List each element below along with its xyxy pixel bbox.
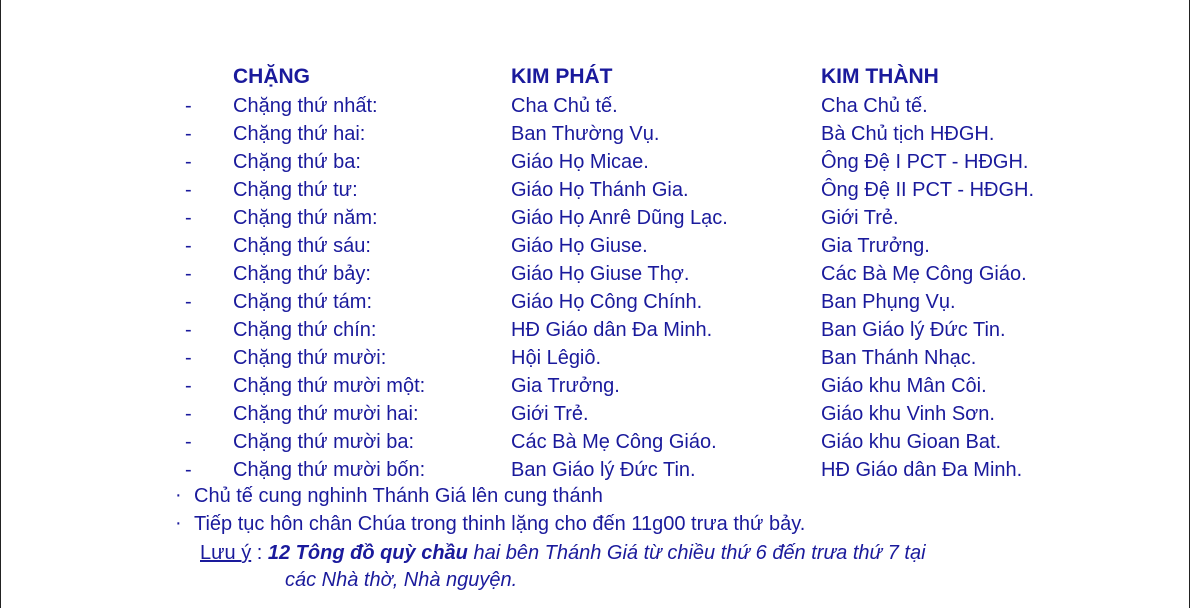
- kim-phat-assignee: Cha Chủ tế.: [511, 95, 618, 117]
- kim-phat-assignee: Giáo Họ Thánh Gia.: [511, 179, 689, 201]
- kim-phat-assignee: Hội Lêgiô.: [511, 347, 602, 369]
- kim-thanh-assignee: Giáo khu Gioan Bat.: [821, 431, 1002, 453]
- table-row: [0, 431, 1192, 458]
- table-row: [0, 403, 1192, 430]
- kim-thanh-assignee: Ban Phụng Vụ.: [821, 291, 956, 313]
- bullet-text: Chủ tế cung nghinh Thánh Giá lên cung thánh: [194, 485, 603, 507]
- kim-thanh-assignee: Gia Trưởng.: [821, 235, 930, 257]
- stage-name: Chặng thứ tư:: [233, 179, 358, 201]
- kim-thanh-assignee: Giới Trẻ.: [821, 207, 899, 229]
- kim-phat-assignee: Giáo Họ Micae.: [511, 151, 649, 173]
- note-text: hai bên Thánh Giá từ chiều thứ 6 đến trưa thứ 7 tại: [467, 542, 926, 564]
- note-text-cont: các Nhà thờ, Nhà nguyện.: [285, 569, 518, 591]
- stage-name: Chặng thứ mười bốn:: [233, 459, 426, 481]
- kim-thanh-assignee: Ban Thánh Nhạc.: [821, 347, 977, 369]
- table-row: [0, 347, 1192, 374]
- stage-name: Chặng thứ năm:: [233, 207, 378, 229]
- table-row: [0, 375, 1192, 402]
- note-emphasis: 12 Tông đồ quỳ chầu: [267, 542, 468, 564]
- stage-name: Chặng thứ mười:: [233, 347, 387, 369]
- note-colon: :: [251, 542, 268, 564]
- row-dash: -: [185, 459, 192, 481]
- kim-thanh-assignee: Ông Đệ II PCT - HĐGH.: [821, 179, 1035, 201]
- kim-phat-assignee: Giáo Họ Anrê Dũng Lạc.: [511, 207, 728, 229]
- row-dash: -: [185, 207, 192, 229]
- row-dash: -: [185, 151, 192, 173]
- header-stage: CHẶNG: [233, 65, 310, 88]
- kim-phat-assignee: Gia Trưởng.: [511, 375, 620, 397]
- kim-thanh-assignee: Ban Giáo lý Đức Tin.: [821, 319, 1006, 341]
- stage-name: Chặng thứ ba:: [233, 151, 361, 173]
- kim-thanh-assignee: Giáo khu Vinh Sơn.: [821, 403, 995, 425]
- table-row: [0, 459, 1192, 486]
- row-dash: -: [185, 375, 192, 397]
- kim-phat-assignee: Giáo Họ Giuse Thợ.: [511, 263, 690, 285]
- kim-phat-assignee: Giới Trẻ.: [511, 403, 589, 425]
- bullet-marker: ·: [175, 512, 182, 534]
- row-dash: -: [185, 291, 192, 313]
- note-line-1: [200, 542, 926, 565]
- row-dash: -: [185, 431, 192, 453]
- bullet-marker: ·: [175, 484, 182, 506]
- table-row: [0, 95, 1192, 122]
- table-row: [0, 263, 1192, 290]
- row-dash: -: [185, 179, 192, 201]
- row-dash: -: [185, 263, 192, 285]
- kim-phat-assignee: Ban Thường Vụ.: [511, 123, 660, 145]
- row-dash: -: [185, 123, 192, 145]
- row-dash: -: [185, 347, 192, 369]
- stage-name: Chặng thứ bảy:: [233, 263, 371, 285]
- kim-phat-assignee: HĐ Giáo dân Đa Minh.: [511, 319, 713, 341]
- kim-thanh-assignee: Bà Chủ tịch HĐGH.: [821, 123, 995, 145]
- kim-phat-assignee: Các Bà Mẹ Công Giáo.: [511, 431, 717, 453]
- stage-name: Chặng thứ mười ba:: [233, 431, 415, 453]
- stage-name: Chặng thứ mười hai:: [233, 403, 419, 425]
- kim-phat-assignee: Giáo Họ Giuse.: [511, 235, 648, 257]
- kim-thanh-assignee: Cha Chủ tế.: [821, 95, 928, 117]
- header-kim-phat: KIM PHÁT: [511, 65, 613, 88]
- table-row: [0, 207, 1192, 234]
- stage-name: Chặng thứ mười một:: [233, 375, 426, 397]
- table-row: [0, 319, 1192, 346]
- kim-phat-assignee: Ban Giáo lý Đức Tin.: [511, 459, 696, 481]
- table-row: [0, 151, 1192, 178]
- stage-name: Chặng thứ nhất:: [233, 95, 378, 117]
- row-dash: -: [185, 95, 192, 117]
- stage-name: Chặng thứ chín:: [233, 319, 377, 341]
- stage-name: Chặng thứ hai:: [233, 123, 366, 145]
- bullet-text: Tiếp tục hôn chân Chúa trong thinh lặng cho đến 11g00 trưa thứ bảy.: [194, 513, 806, 535]
- header-kim-thanh: KIM THÀNH: [821, 65, 939, 88]
- table-row: [0, 291, 1192, 318]
- row-dash: -: [185, 403, 192, 425]
- kim-thanh-assignee: Ông Đệ I PCT - HĐGH.: [821, 151, 1029, 173]
- kim-phat-assignee: Giáo Họ Công Chính.: [511, 291, 703, 313]
- row-dash: -: [185, 319, 192, 341]
- note-label: Lưu ý: [200, 542, 252, 564]
- kim-thanh-assignee: Các Bà Mẹ Công Giáo.: [821, 263, 1027, 285]
- stage-name: Chặng thứ tám:: [233, 291, 373, 313]
- kim-thanh-assignee: Giáo khu Mân Côi.: [821, 375, 987, 397]
- row-dash: -: [185, 235, 192, 257]
- table-row: [0, 235, 1192, 262]
- note-line-2: [285, 569, 517, 592]
- kim-thanh-assignee: HĐ Giáo dân Đa Minh.: [821, 459, 1023, 481]
- stage-name: Chặng thứ sáu:: [233, 235, 371, 257]
- table-row: [0, 123, 1192, 150]
- table-row: [0, 179, 1192, 206]
